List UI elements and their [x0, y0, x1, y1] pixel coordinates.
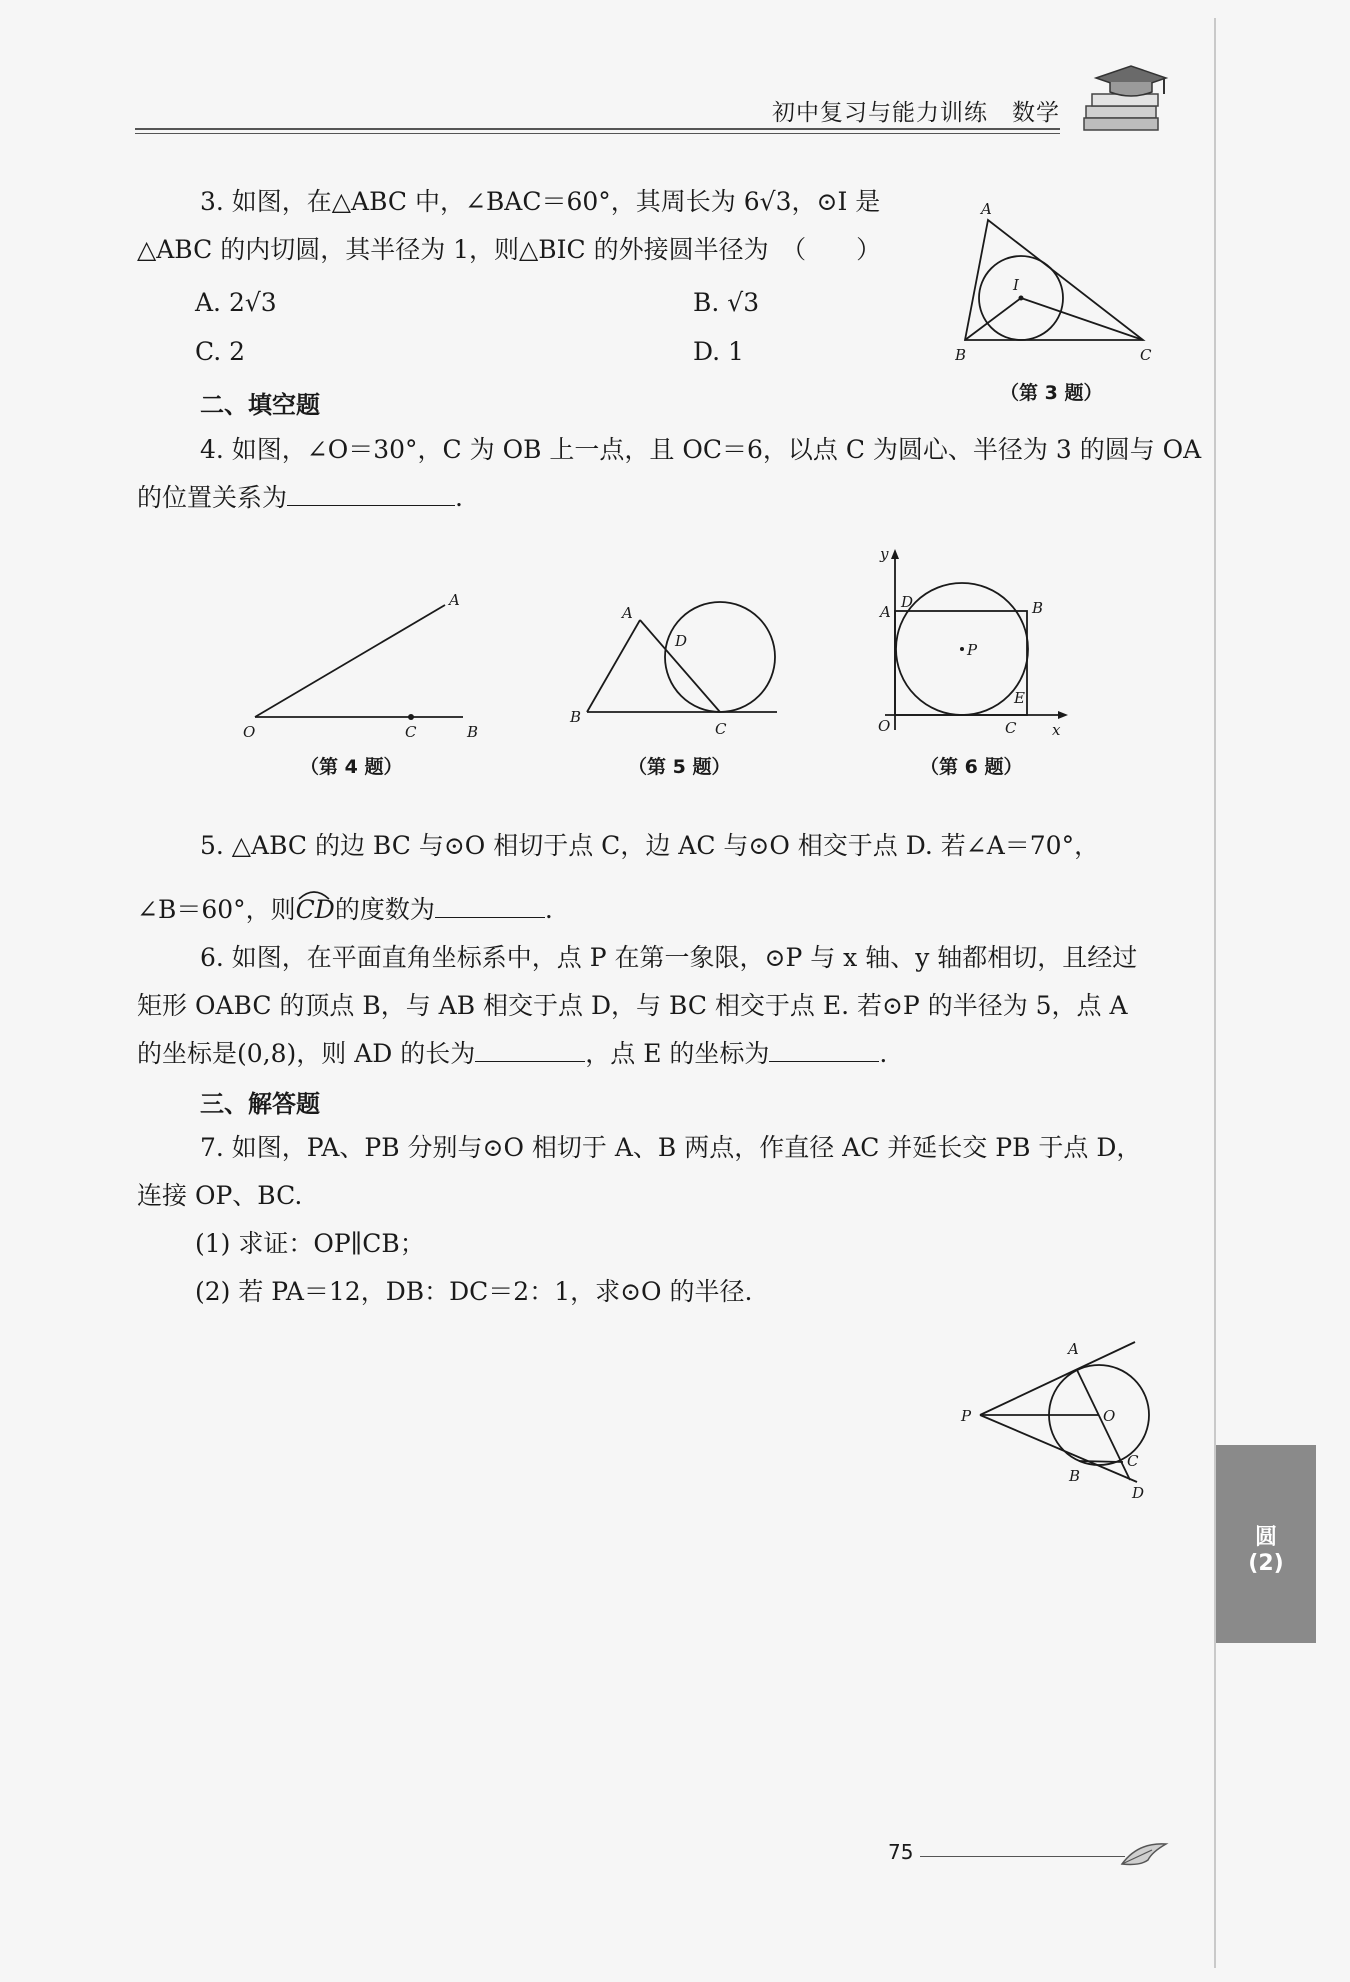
answer-blank-q6-e[interactable]: [769, 1033, 879, 1062]
label-o: O: [878, 717, 891, 735]
label-c: C: [1140, 346, 1152, 364]
label-y: y: [880, 545, 889, 563]
q7-part1: (1) 求证：OP∥CB；: [195, 1229, 425, 1258]
section-solutions: 三、解答题: [200, 1090, 320, 1118]
arc-label: CD: [295, 895, 335, 924]
label-c: C: [1127, 1452, 1139, 1470]
label-o: O: [243, 723, 256, 741]
q4-line2: [137, 474, 463, 522]
label-b: B: [955, 346, 967, 364]
caption-q3: （第 3 题）: [1000, 382, 1103, 404]
label-o: O: [1103, 1407, 1116, 1425]
label-e: E: [1014, 689, 1025, 707]
arc-icon: [298, 888, 330, 900]
q4-line1: 4. 如图，∠O＝30°，C 为 OB 上一点，且 OC＝6，以点 C 为圆心、半径为 3 的圆与 OA: [200, 435, 1202, 464]
label-b: B: [467, 723, 479, 741]
label-a: A: [449, 591, 460, 609]
caption-q4: （第 4 题）: [300, 756, 403, 778]
label-a: A: [622, 604, 633, 622]
chapter-tab-number: (2): [1248, 1551, 1284, 1576]
q5-suffix: .: [544, 895, 553, 924]
q4-suffix: .: [455, 483, 463, 512]
label-p: P: [961, 1407, 972, 1425]
q3-line2: △ABC 的内切圆，其半径为 1，则△BIC 的外接圆半径为 （ ）: [137, 235, 882, 264]
caption-q6: （第 6 题）: [920, 756, 1023, 778]
label-a: A: [880, 603, 891, 621]
caption-q5: （第 5 题）: [628, 756, 731, 778]
arc-cd: [296, 886, 335, 934]
answer-blank-q6-ad[interactable]: [475, 1033, 585, 1062]
label-b: B: [1032, 599, 1044, 617]
answer-blank-q5[interactable]: [435, 889, 545, 918]
label-d: D: [675, 632, 688, 650]
q5-prefix: ∠B＝60°，则: [137, 895, 296, 924]
chapter-tab[interactable]: [1216, 1445, 1316, 1643]
figure-q4: [235, 585, 495, 745]
books-cap-icon: [1076, 58, 1176, 138]
header-title: 初中复习与能力训练 数学: [772, 100, 1060, 126]
figure-q5: [565, 590, 795, 740]
label-c: C: [715, 720, 727, 738]
section-fill-in: 二、填空题: [200, 391, 320, 419]
q7-line2: 连接 OP、BC.: [137, 1181, 303, 1210]
header-rule: [135, 128, 1060, 130]
q5-line2: [137, 886, 553, 934]
figure-q6: [870, 545, 1070, 745]
q7-line1: 7. 如图，PA、PB 分别与⊙O 相切于 A、B 两点，作直径 AC 并延长交 PB 于点 D，: [200, 1133, 1142, 1162]
label-d: D: [1132, 1484, 1145, 1502]
q3-line1: 3. 如图，在△ABC 中，∠BAC＝60°，其周长为 6√3，⊙I 是: [200, 187, 881, 216]
chapter-tab-label: [1216, 1525, 1316, 1577]
q4-prefix: 的位置关系为: [137, 483, 288, 512]
q6-prefix: 的坐标是(0,8)，则 AD 的长为: [137, 1039, 476, 1068]
header-rule-thin: [135, 133, 1060, 134]
q6-line3: [137, 1030, 887, 1078]
q3-option-b[interactable]: B. √3: [693, 288, 760, 317]
q5-line1: 5. △ABC 的边 BC 与⊙O 相切于点 C，边 AC 与⊙O 相交于点 D. 若∠A＝70°，: [200, 831, 1100, 860]
q7-part2: (2) 若 PA＝12，DB：DC＝2：1，求⊙O 的半径.: [195, 1277, 753, 1306]
q3-option-d[interactable]: D. 1: [693, 337, 744, 366]
label-c: C: [405, 723, 417, 741]
page-number: 75: [888, 1840, 914, 1864]
quill-icon: [1118, 1838, 1170, 1872]
q3-option-a[interactable]: A. 2√3: [195, 288, 277, 317]
footer-rule: [920, 1856, 1125, 1857]
chapter-tab-title: 圆: [1254, 1525, 1277, 1550]
figure-q3: [955, 200, 1155, 370]
page-header: [135, 90, 1060, 132]
q5-mid: 的度数为: [334, 895, 435, 924]
q6-line1: 6. 如图，在平面直角坐标系中，点 P 在第一象限，⊙P 与 x 轴、y 轴都相切，且经过: [200, 943, 1138, 972]
label-c: C: [1005, 719, 1017, 737]
q6-suffix: .: [879, 1039, 888, 1068]
label-a: A: [1068, 1340, 1079, 1358]
margin-rule: [1214, 18, 1216, 1968]
label-b: B: [1069, 1467, 1081, 1485]
q6-line2: 矩形 OABC 的顶点 B，与 AB 相交于点 D，与 BC 相交于点 E. 若⊙P 的半径为 5，点 A: [137, 991, 1128, 1020]
q3-option-c[interactable]: C. 2: [195, 337, 246, 366]
label-p: P: [967, 641, 978, 659]
label-x: x: [1052, 721, 1061, 739]
label-i: I: [1013, 276, 1019, 294]
label-b: B: [570, 708, 582, 726]
q6-mid: ，点 E 的坐标为: [585, 1039, 770, 1068]
answer-blank-q4[interactable]: [287, 477, 455, 506]
figure-q7: [955, 1330, 1165, 1505]
label-d: D: [901, 593, 914, 611]
label-a: A: [981, 200, 992, 218]
